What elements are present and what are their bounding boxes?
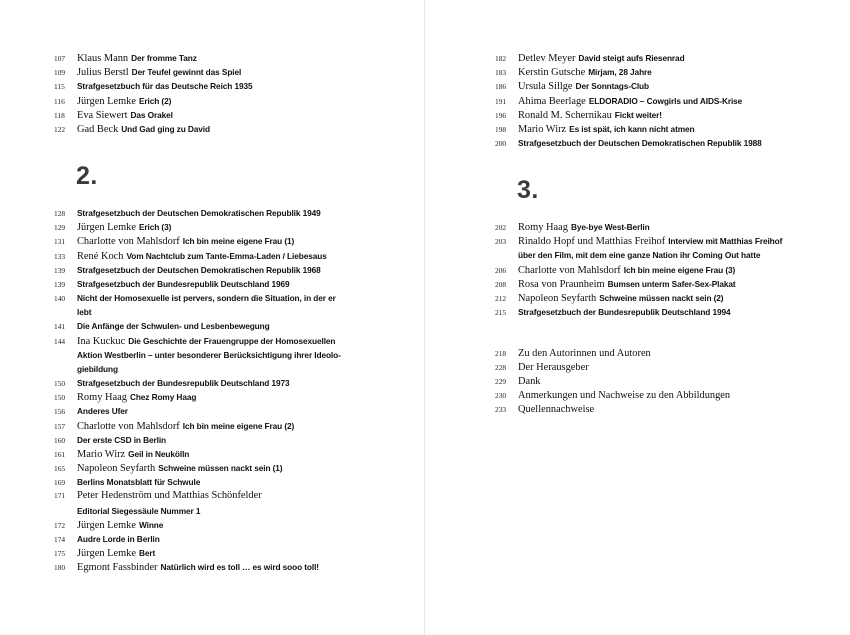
chapter-number: 3.: [517, 176, 539, 204]
entry-title: Vom Nachtclub zum Tante-Emma-Laden / Liebesaus: [126, 250, 327, 261]
entry-title: Die Geschichte der Frauengruppe der Homosexuellen: [128, 335, 336, 346]
toc-entry[interactable]: [54, 390, 196, 405]
entry-title: Ich bin meine eigene Frau (1): [182, 236, 295, 247]
toc-entry[interactable]: [495, 122, 695, 137]
page-number: 150: [54, 393, 66, 403]
toc-entry[interactable]: [54, 234, 294, 249]
page-number: 150: [54, 379, 66, 389]
page-number: 171: [54, 491, 66, 501]
entry-author: Detlev Meyer: [518, 53, 576, 64]
toc-entry[interactable]: [54, 348, 341, 362]
entry-title: Geil in Neukölln: [128, 448, 190, 459]
entry-title: Der erste CSD in Berlin: [77, 434, 166, 445]
toc-entry[interactable]: [54, 263, 321, 278]
entry-author: Jürgen Lemke: [77, 519, 136, 531]
chapter-number: 2.: [76, 162, 98, 190]
entry-author: Ahima Beerlage: [518, 95, 586, 107]
entry-title: Dank: [518, 376, 541, 387]
entry-author: Ursula Sillge: [518, 81, 573, 93]
toc-entry[interactable]: [495, 305, 731, 320]
page-number: 107: [54, 54, 66, 63]
page-number: 206: [495, 265, 507, 275]
entry-title: David steigt aufs Riesenrad: [578, 53, 685, 63]
page-number: 144: [54, 336, 66, 346]
page-number: 157: [54, 421, 66, 431]
entry-title: über den Film, mit dem eine ganze Nation ihr Coming Out hatte: [518, 250, 761, 261]
entry-title: giebildung: [77, 363, 118, 374]
entry-author: Napoleon Seyfarth: [77, 463, 156, 475]
toc-entry[interactable]: [495, 248, 760, 262]
page-number: 203: [495, 237, 507, 247]
entry-title: Bye-bye West-Berlin: [570, 222, 650, 232]
page-number: 200: [495, 139, 507, 149]
toc-entry[interactable]: [495, 361, 589, 375]
entry-title: Zu den Autorinnen und Autoren: [518, 348, 651, 359]
entry-author: Eva Siewert: [77, 109, 128, 121]
entry-author: Peter Hedenström und Matthias Schönfelder: [77, 490, 262, 502]
entry-title: Ich bin meine eigene Frau (2): [182, 420, 295, 431]
page-number: 139: [54, 279, 66, 289]
entry-author: Ronald M. Schernikau: [518, 109, 612, 121]
entry-title: Ich bin meine eigene Frau (3): [623, 264, 736, 275]
toc-entry[interactable]: [495, 108, 662, 123]
page-number: 182: [495, 54, 507, 63]
page-number: 218: [495, 349, 507, 358]
entry-title: Natürlich wird es toll … es wird sooo toll!: [160, 562, 319, 573]
entry-title: Bumsen unterm Safer-Sex-Plakat: [607, 278, 736, 289]
toc-entry[interactable]: [54, 51, 197, 66]
entry-title: Chez Romy Haag: [129, 392, 197, 403]
page-number: 180: [54, 563, 66, 573]
toc-entry[interactable]: [54, 362, 118, 376]
page-number: 139: [54, 265, 66, 275]
entry-title: Bert: [138, 548, 156, 559]
page-number: 229: [495, 377, 507, 386]
entry-title: Und Gad ging zu David: [121, 124, 210, 134]
toc-entry[interactable]: [54, 532, 160, 547]
entry-author: Jürgen Lemke: [77, 222, 136, 234]
toc-entry[interactable]: [495, 403, 594, 417]
entry-author: Klaus Mann: [77, 53, 129, 64]
entry-title: Aktion Westberlin – unter besonderer Berücksichtigung ihrer Ideolo-: [77, 349, 341, 360]
entry-title: ELDORADIO – Cowgirls und AIDS-Krise: [588, 95, 743, 106]
page-number: 174: [54, 534, 66, 544]
toc-entry[interactable]: [54, 122, 210, 137]
page-number: 140: [54, 294, 66, 304]
toc-entry[interactable]: [54, 206, 321, 221]
toc-entry[interactable]: [495, 136, 762, 151]
page-number: 215: [495, 308, 507, 318]
toc-entry[interactable]: [54, 291, 336, 306]
entry-title: Es ist spät, ich kann nicht atmen: [569, 124, 695, 134]
toc-entry[interactable]: [54, 305, 91, 319]
entry-title: Strafgesetzbuch der Deutschen Demokratischen Republik 1968: [77, 264, 321, 275]
toc-entry[interactable]: [495, 51, 685, 66]
entry-title: Quellennachweise: [518, 404, 595, 415]
toc-entry[interactable]: [54, 419, 294, 434]
toc-entry[interactable]: [495, 263, 735, 278]
page-number: 131: [54, 237, 66, 247]
entry-title: Erich (2): [138, 95, 172, 106]
page-number: 191: [495, 96, 507, 106]
toc-entry[interactable]: [495, 277, 736, 292]
entry-title: Strafgesetzbuch der Bundesrepublik Deutschland 1994: [518, 307, 731, 318]
page-number: 172: [54, 520, 66, 530]
page-number: 230: [495, 391, 507, 400]
page-number: 233: [495, 405, 507, 414]
entry-title: Fickt weiter!: [614, 109, 662, 120]
entry-author: Romy Haag: [518, 222, 568, 233]
toc-entry[interactable]: [54, 489, 265, 503]
entry-title: Berlins Monatsblatt für Schwule: [77, 477, 201, 488]
page-number: 133: [54, 251, 66, 261]
toc-entry[interactable]: [54, 79, 253, 94]
toc-entry[interactable]: [495, 375, 541, 389]
entry-title: Das Orakel: [130, 109, 173, 120]
page-number: 161: [54, 449, 66, 459]
toc-entry[interactable]: [54, 475, 200, 490]
entry-author: Romy Haag: [77, 392, 127, 404]
toc-entry[interactable]: [54, 220, 171, 235]
entry-title: Die Anfänge der Schwulen- und Lesbenbewegung: [77, 321, 270, 332]
toc-entry[interactable]: [495, 220, 650, 235]
page-number: 198: [495, 125, 507, 134]
page-number: 212: [495, 294, 507, 303]
page-number: 186: [495, 82, 507, 92]
entry-author: Julius Berstl: [77, 67, 129, 79]
toc-entry[interactable]: [495, 65, 652, 80]
entry-author: Gad Beck: [77, 124, 119, 135]
entry-title: Anderes Ufer: [77, 406, 128, 417]
page-number: 141: [54, 322, 66, 332]
entry-author: Jürgen Lemke: [77, 548, 136, 560]
toc-entry[interactable]: [54, 376, 290, 391]
toc-entry[interactable]: [54, 334, 335, 349]
entry-title: Mirjam, 28 Jahre: [588, 67, 652, 78]
toc-entry[interactable]: [54, 447, 189, 462]
page-number: 169: [54, 478, 66, 488]
page-number: 122: [54, 125, 66, 134]
entry-author: Jürgen Lemke: [77, 95, 136, 107]
toc-entry[interactable]: [54, 65, 241, 80]
toc-entry[interactable]: [54, 518, 163, 533]
page-number: 183: [495, 68, 507, 78]
entry-title: Strafgesetzbuch der Bundesrepublik Deutschland 1973: [77, 378, 290, 389]
entry-author: Egmont Fassbinder: [77, 562, 158, 574]
entry-title: Strafgesetzbuch für das Deutsche Reich 1935: [77, 81, 253, 92]
toc-entry[interactable]: [54, 504, 200, 518]
entry-author: Charlotte von Mahlsdorf: [518, 264, 621, 276]
toc-entry[interactable]: [54, 94, 171, 109]
entry-author: Napoleon Seyfarth: [518, 293, 597, 304]
toc-entry[interactable]: [495, 347, 651, 361]
toc-entry[interactable]: [495, 389, 730, 403]
toc-entry[interactable]: [54, 560, 319, 575]
page-number: 228: [495, 363, 507, 372]
toc-entry[interactable]: [495, 79, 649, 94]
entry-title: Der Herausgeber: [518, 362, 589, 373]
page-number: 175: [54, 549, 66, 559]
entry-title: Nicht der Homosexuelle ist pervers, sondern die Situation, in der er: [77, 293, 336, 304]
entry-title: Audre Lorde in Berlin: [77, 533, 160, 544]
entry-title: Strafgesetzbuch der Deutschen Demokratischen Republik 1949: [77, 208, 321, 218]
entry-title: Der Teufel gewinnt das Spiel: [131, 67, 242, 78]
page-number: 128: [54, 209, 66, 218]
toc-entry[interactable]: [495, 291, 723, 306]
right-page: [425, 0, 850, 635]
entry-title: Strafgesetzbuch der Deutschen Demokratischen Republik 1988: [518, 138, 762, 149]
entry-author: Ina Kuckuc: [77, 335, 126, 347]
page-number: 165: [54, 464, 66, 474]
entry-title: Der fromme Tanz: [131, 53, 197, 63]
entry-author: Kerstin Gutsche: [518, 67, 586, 79]
entry-author: Mario Wirz: [77, 448, 126, 460]
page-number: 116: [54, 96, 65, 106]
page-number: 196: [495, 110, 507, 120]
entry-title: Der Sonntags-Club: [575, 81, 649, 92]
page-number: 109: [54, 68, 66, 78]
entry-title: Winne: [138, 519, 164, 530]
entry-author: René Koch: [77, 250, 124, 262]
entry-author: Charlotte von Mahlsdorf: [77, 420, 180, 432]
entry-title: Erich (3): [138, 222, 172, 233]
toc-entry[interactable]: [54, 461, 282, 476]
page-number: 129: [54, 223, 66, 233]
page-number: 202: [495, 223, 507, 232]
entry-title: Schweine müssen nackt sein (1): [158, 463, 283, 474]
page-number: 208: [495, 279, 507, 289]
toc-entry[interactable]: [54, 249, 327, 264]
entry-title: Interview mit Matthias Freihof: [668, 236, 783, 247]
toc-entry[interactable]: [54, 433, 166, 448]
toc-entry[interactable]: [54, 404, 128, 419]
toc-entry[interactable]: [54, 277, 290, 292]
page-number: 156: [54, 407, 66, 417]
entry-author: Rosa von Praunheim: [518, 278, 605, 290]
toc-entry[interactable]: [495, 94, 742, 109]
entry-author: Rinaldo Hopf und Matthias Freihof: [518, 236, 666, 248]
entry-author: Charlotte von Mahlsdorf: [77, 236, 180, 248]
entry-title: Editorial Siegessäule Nummer 1: [77, 505, 201, 516]
toc-entry[interactable]: [54, 108, 173, 123]
page-number: 115: [54, 82, 65, 92]
entry-title: lebt: [77, 307, 92, 318]
page-number: 160: [54, 435, 66, 445]
toc-entry[interactable]: [54, 546, 155, 561]
entry-title: Schweine müssen nackt sein (2): [599, 293, 724, 303]
toc-entry[interactable]: [495, 234, 782, 249]
toc-entry[interactable]: [54, 319, 270, 334]
page-number: 118: [54, 110, 65, 120]
entry-title: Anmerkungen und Nachweise zu den Abbildungen: [518, 390, 731, 401]
entry-author: Mario Wirz: [518, 124, 567, 135]
entry-title: Strafgesetzbuch der Bundesrepublik Deutschland 1969: [77, 278, 290, 289]
